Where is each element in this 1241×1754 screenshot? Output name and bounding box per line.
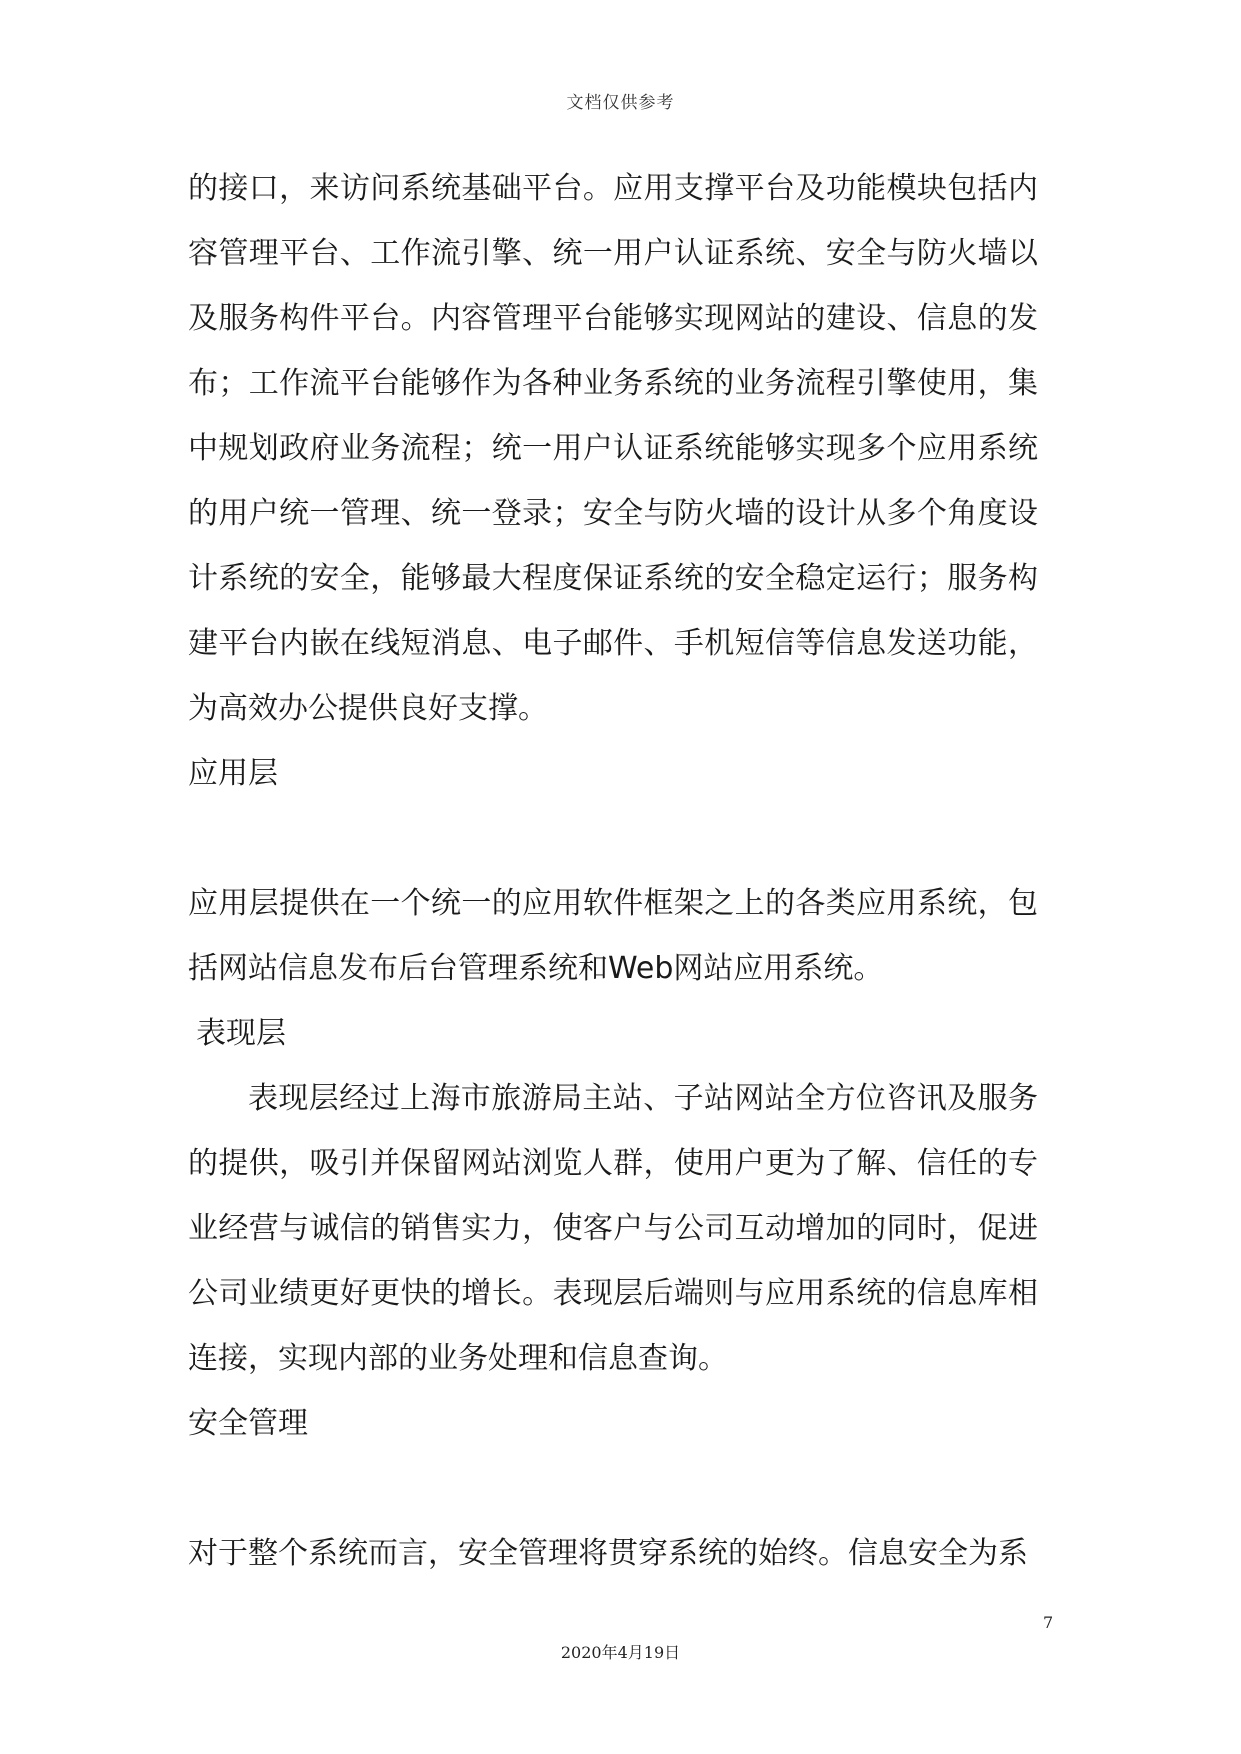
heading-presentation-layer: 表现层 [196,1016,286,1051]
blank-line [188,1456,1038,1521]
footer-date: 2020年4月19日 [560,1643,681,1662]
paragraph-platform: 的接口，来访问系统基础平台。应用支撑平台及功能模块包括内容管理平台、工作流引擎、统一用户认证系统、安全与防火墙以及服务构件平台。内容管理平台能够实现网站的建设、信息的发布；工作流平台能够作为各种业务系统的业务流程引擎使用，集中规划政府业务流程；统一用户认证系统能够实现多个应用系统的用户统一管理、统一登录；安全与防火墙的设计从多个角度设计系统的安全，能够最大程度保证系统的安全稳定运行；服务构建平台内嵌在线短消息、电子邮件、手机短信等信息发送功能，为高效办公提供良好支撑。 [188,171,1038,726]
paragraph-security-management: 对于整个系统而言，安全管理将贯穿系统的始终。信息安全为系 [188,1536,1028,1571]
heading-application-layer: 应用层 [188,756,278,791]
blank-line [188,806,1038,871]
page-header: 文档仅供参考 [566,93,675,113]
paragraph-application-layer: 应用层提供在一个统一的应用软件框架之上的各类应用系统，包括网站信息发布后台管理系统和Web网站应用系统。 [188,886,1038,986]
heading-security-management: 安全管理 [188,1406,308,1441]
page-number: 7 [1043,1613,1054,1632]
paragraph-presentation-layer: 表现层经过上海市旅游局主站、子站网站全方位咨讯及服务的提供，吸引并保留网站浏览人群，使用户更为了解、信任的专业经营与诚信的销售实力，使客户与公司互动增加的同时，促进公司业绩更好更快的增长。表现层后端则与应用系统的信息库相连接，实现内部的业务处理和信息查询。 [188,1081,1038,1376]
document-body [188,156,1038,1586]
